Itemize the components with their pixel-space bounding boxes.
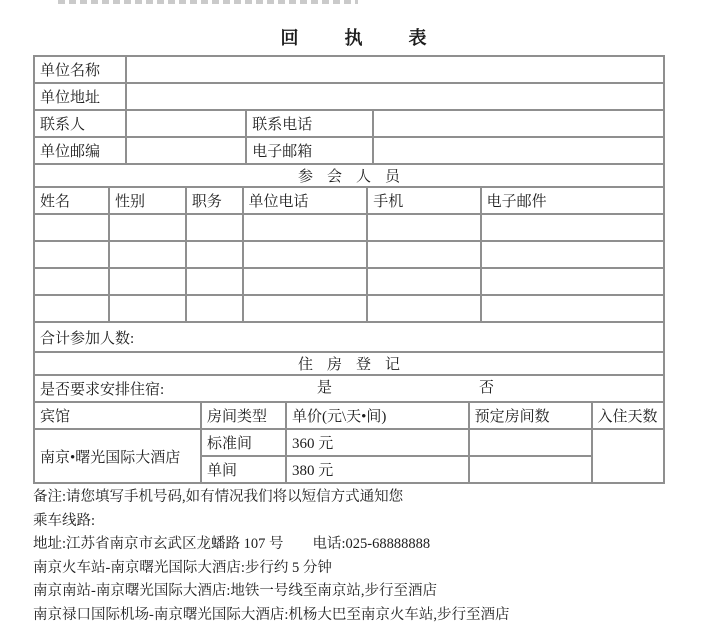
attendee-cell[interactable] bbox=[186, 268, 243, 295]
attendee-cell[interactable] bbox=[481, 214, 664, 241]
attendee-cell[interactable] bbox=[367, 268, 480, 295]
attendee-cell[interactable] bbox=[34, 241, 109, 268]
note-address-phone: 地址:江苏省南京市玄武区龙蟠路 107 号 电话:025-68888888 bbox=[33, 536, 431, 553]
lodging-section-header bbox=[33, 351, 665, 376]
attendees-section-title: 参会人员 bbox=[34, 164, 664, 187]
lodging-yes-option[interactable]: 是 bbox=[317, 380, 333, 396]
attendee-cell[interactable] bbox=[481, 295, 664, 322]
attendee-cell[interactable] bbox=[109, 214, 186, 241]
attendee-cell[interactable] bbox=[186, 295, 243, 322]
attendee-cell[interactable] bbox=[367, 214, 480, 241]
hotel-row-standard bbox=[34, 429, 664, 456]
col-hotel: 宾馆 bbox=[34, 402, 201, 429]
table-row bbox=[34, 83, 664, 110]
unit-address-input[interactable] bbox=[126, 83, 664, 110]
contact-label: 联系人 bbox=[34, 110, 126, 137]
attendee-cell[interactable] bbox=[109, 268, 186, 295]
note-route-railway: 南京火车站-南京曙光国际大酒店:步行约 5 分钟 bbox=[33, 559, 332, 576]
hotel-name: 南京•曙光国际大酒店 bbox=[34, 429, 201, 483]
attendee-cell[interactable] bbox=[34, 295, 109, 322]
attendees-section-header bbox=[33, 163, 665, 188]
room-count-single-input[interactable] bbox=[469, 456, 592, 483]
attendee-cell[interactable] bbox=[481, 241, 664, 268]
room-count-standard-input[interactable] bbox=[469, 429, 592, 456]
attendee-cell[interactable] bbox=[34, 214, 109, 241]
attendee-cell[interactable] bbox=[481, 268, 664, 295]
reply-form-table bbox=[33, 55, 665, 484]
total-attendees-cell[interactable] bbox=[34, 322, 664, 352]
lodging-question-label: 是否要求安排住宿: bbox=[40, 382, 165, 398]
col-unit-phone: 单位电话 bbox=[243, 187, 368, 214]
attendee-blank-row bbox=[34, 214, 664, 241]
room-type-standard: 标准间 bbox=[201, 429, 286, 456]
col-room-type: 房间类型 bbox=[201, 402, 286, 429]
notes-block bbox=[33, 486, 693, 628]
total-attendees-label: 合计参加人数: bbox=[40, 330, 135, 347]
total-attendees-section bbox=[33, 321, 665, 353]
note-route-airport: 南京禄口国际机场-南京曙光国际大酒店:机杨大巴至南京火车站,步行至酒店 bbox=[33, 606, 510, 623]
unit-address-label: 单位地址 bbox=[34, 83, 126, 110]
col-price: 单价(元\天•间) bbox=[286, 402, 469, 429]
attendee-cell[interactable] bbox=[367, 295, 480, 322]
col-room-count: 预定房间数 bbox=[469, 402, 592, 429]
lodging-question-cell bbox=[34, 375, 664, 402]
table-row bbox=[34, 56, 664, 83]
attendee-cell[interactable] bbox=[109, 241, 186, 268]
col-stay-days: 入住天数 bbox=[592, 402, 664, 429]
price-standard: 360 元 bbox=[286, 429, 469, 456]
hotel-table bbox=[33, 401, 665, 484]
table-row bbox=[34, 110, 664, 137]
price-single: 380 元 bbox=[286, 456, 469, 483]
contact-section bbox=[33, 55, 665, 165]
attendees-header-row bbox=[34, 187, 664, 214]
attendee-cell[interactable] bbox=[34, 268, 109, 295]
attendee-cell[interactable] bbox=[186, 241, 243, 268]
attendees-table bbox=[33, 186, 665, 323]
col-position: 职务 bbox=[186, 187, 243, 214]
unit-zip-input[interactable] bbox=[126, 137, 246, 164]
unit-zip-label: 单位邮编 bbox=[34, 137, 126, 164]
contact-phone-label: 联系电话 bbox=[246, 110, 373, 137]
attendee-cell[interactable] bbox=[243, 295, 368, 322]
attendee-cell[interactable] bbox=[109, 295, 186, 322]
col-email: 电子邮件 bbox=[481, 187, 664, 214]
note-route-south-station: 南京南站-南京曙光国际大酒店:地铁一号线至南京站,步行至酒店 bbox=[33, 583, 437, 600]
attendee-cell[interactable] bbox=[243, 241, 368, 268]
note-transport-title: 乘车线路: bbox=[33, 512, 96, 529]
email-label: 电子邮箱 bbox=[246, 137, 373, 164]
attendee-cell[interactable] bbox=[367, 241, 480, 268]
col-mobile: 手机 bbox=[367, 187, 480, 214]
attendee-blank-row bbox=[34, 241, 664, 268]
hotel-header-row bbox=[34, 402, 664, 429]
attendee-cell[interactable] bbox=[243, 268, 368, 295]
attendee-cell[interactable] bbox=[186, 214, 243, 241]
stay-days-input[interactable] bbox=[592, 429, 664, 483]
clipped-text-remnant bbox=[58, 0, 358, 4]
lodging-section-title: 住房登记 bbox=[34, 352, 664, 375]
lodging-no-option[interactable]: 否 bbox=[479, 380, 495, 396]
attendee-blank-row bbox=[34, 268, 664, 295]
attendee-blank-row bbox=[34, 295, 664, 322]
unit-name-input[interactable] bbox=[126, 56, 664, 83]
email-input[interactable] bbox=[373, 137, 664, 164]
lodging-question-section bbox=[33, 374, 665, 403]
room-type-single: 单间 bbox=[201, 456, 286, 483]
contact-phone-input[interactable] bbox=[373, 110, 664, 137]
col-name: 姓名 bbox=[34, 187, 109, 214]
contact-input[interactable] bbox=[126, 110, 246, 137]
unit-name-label: 单位名称 bbox=[34, 56, 126, 83]
table-row bbox=[34, 137, 664, 164]
note-remark: 备注:请您填写手机号码,如有情况我们将以短信方式通知您 bbox=[33, 489, 404, 505]
attendee-cell[interactable] bbox=[243, 214, 368, 241]
col-gender: 性别 bbox=[109, 187, 186, 214]
page-title: 回执表 bbox=[280, 28, 473, 48]
